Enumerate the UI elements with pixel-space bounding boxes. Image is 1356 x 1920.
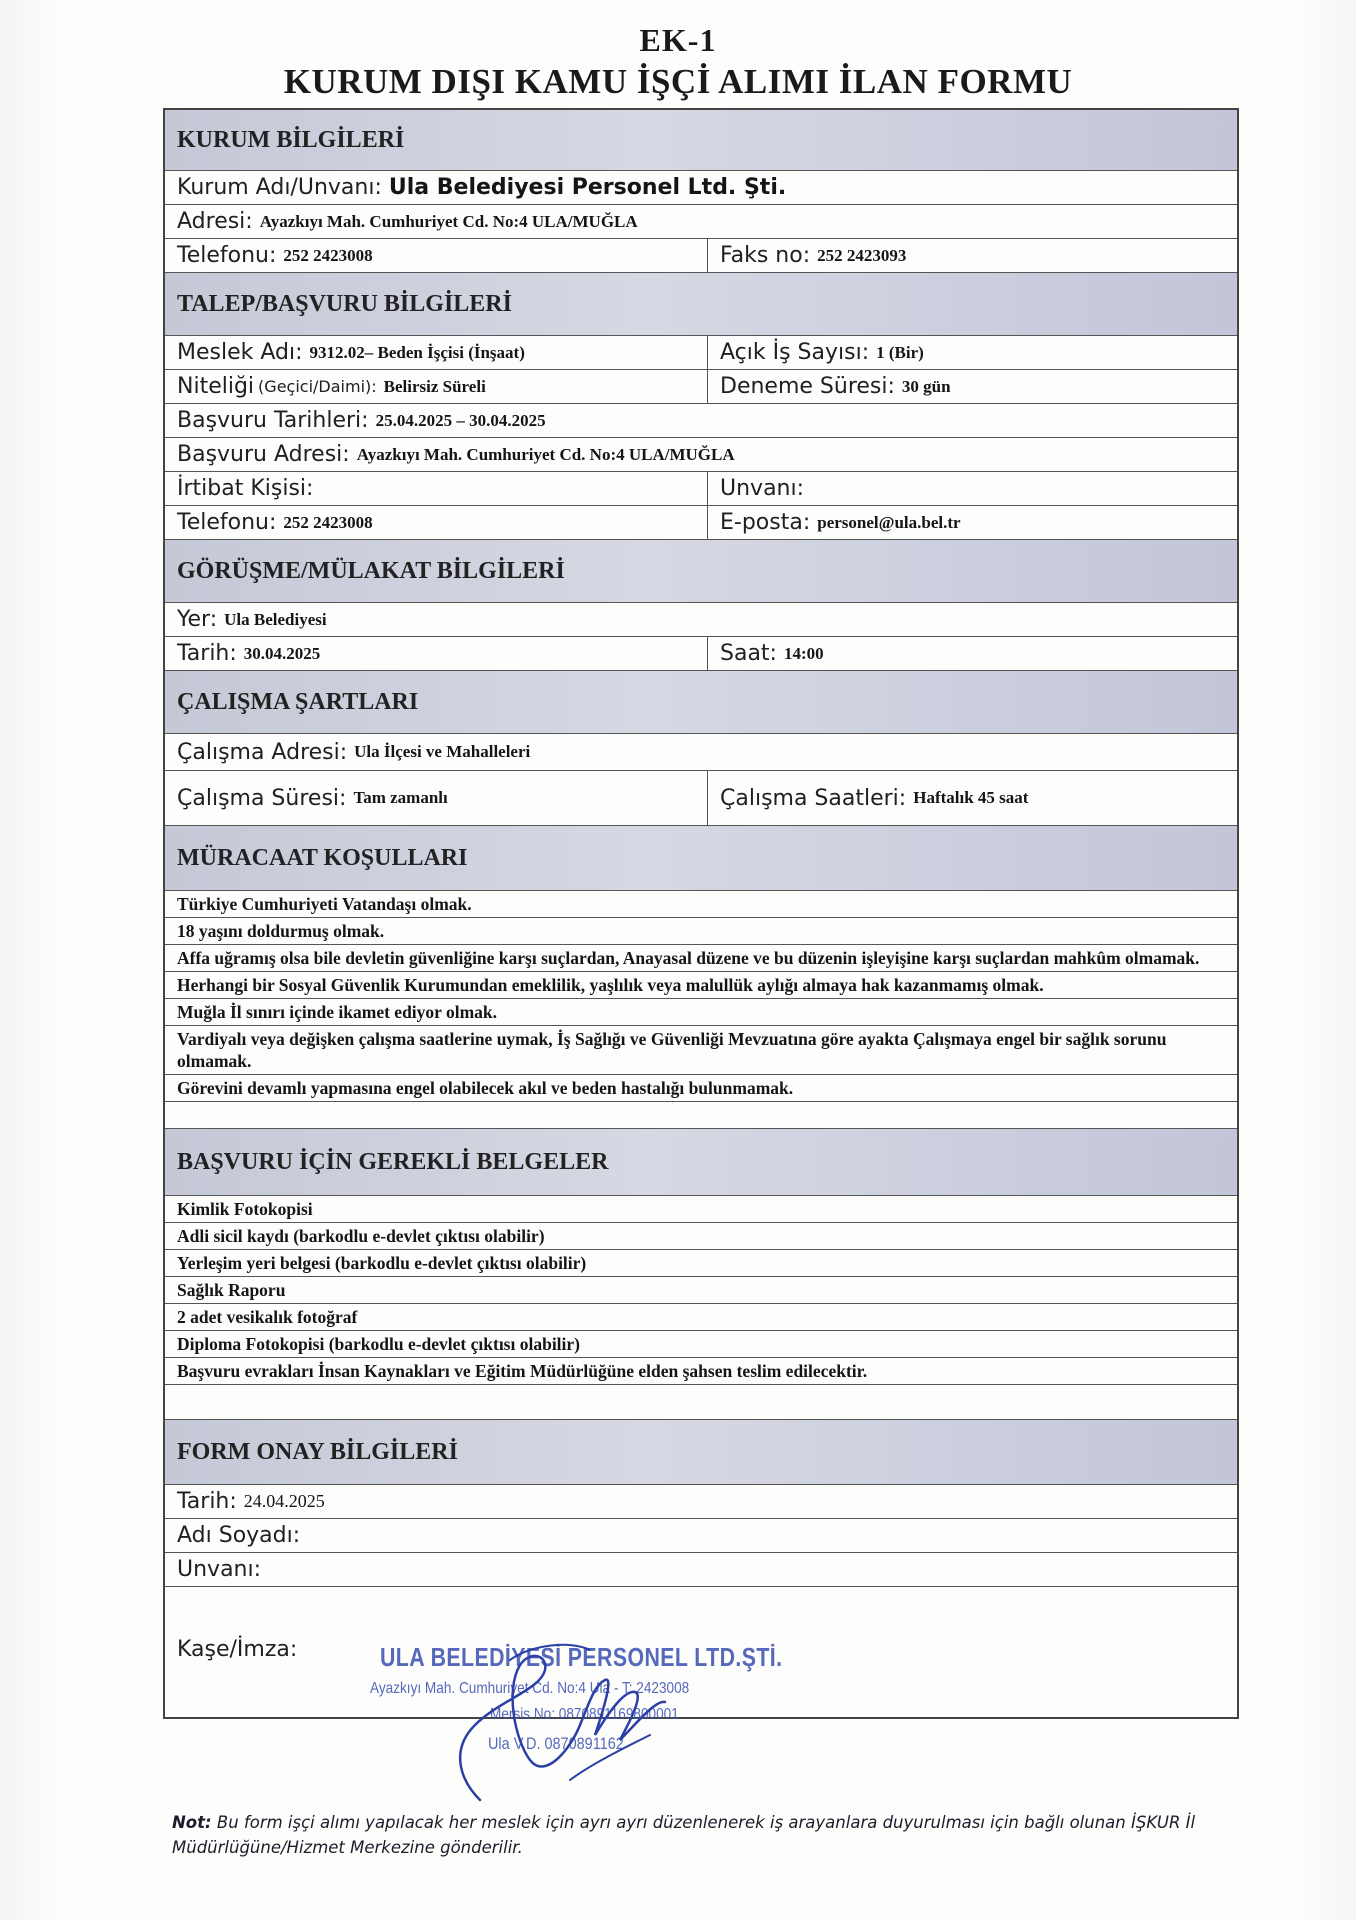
section-calisma-heading: ÇALIŞMA ŞARTLARI <box>165 670 1237 733</box>
note-label: Not: <box>172 1813 212 1832</box>
announcement-form <box>163 108 1239 1719</box>
list-item: Muğla İl sınırı içinde ikamet ediyor olmak. <box>165 998 1237 1025</box>
stamp-address: Ayazkıyı Mah. Cumhuriyet Cd. No:4 Ula - T: 2423008 <box>370 1680 690 1697</box>
gorusme-yer-row <box>165 602 1237 636</box>
stamp-mersis: Mersis No: 0870891169800001 <box>490 1706 679 1723</box>
deneme-label: Deneme Süresi: <box>720 374 895 399</box>
calisma-adres-value: Ula İlçesi ve Mahalleleri <box>354 742 531 761</box>
eposta-value: personel@ula.bel.tr <box>817 512 961 532</box>
section-muracaat-heading: MÜRACAAT KOŞULLARI <box>165 825 1237 890</box>
list-item: 18 yaşını doldurmuş olmak. <box>165 917 1237 944</box>
gorusme-zaman-row <box>165 636 1237 670</box>
kurum-adres-label: Adresi: <box>177 209 253 234</box>
deneme-value: 30 gün <box>901 376 951 396</box>
talep-tarih-row <box>165 403 1237 437</box>
stamp-company-name: ULA BELEDİYESİ PERSONEL LTD.ŞTİ. <box>380 1642 783 1672</box>
kurum-telefon-value: 252 2423008 <box>283 245 373 265</box>
basvuru-tarih-label: Başvuru Tarihleri: <box>177 408 369 433</box>
footer-note <box>172 1810 1232 1860</box>
kurum-ad-row <box>165 170 1237 204</box>
belgeler-list <box>165 1195 1237 1419</box>
annex-number: EK-1 <box>639 22 717 58</box>
basvuru-tarih-value: 25.04.2025 – 30.04.2025 <box>375 410 546 430</box>
calisma-sure-label: Çalışma Süresi: <box>177 785 347 811</box>
talep-iletisim-row <box>165 505 1237 539</box>
calisma-saat-value: Haftalık 45 saat <box>913 788 1029 807</box>
talep-telefon-value: 252 2423008 <box>283 512 373 532</box>
list-item: Başvuru evrakları İnsan Kaynakları ve Eğitim Müdürlüğüne elden şahsen teslim edilecektir. <box>165 1357 1237 1384</box>
basvuru-adres-label: Başvuru Adresi: <box>177 442 350 467</box>
meslek-label: Meslek Adı: <box>177 340 303 365</box>
onay-tarih-value: 24.04.2025 <box>243 1491 325 1511</box>
nitelik-hint: (Geçici/Daimi): <box>258 377 377 396</box>
stamp-tax-office: Ula V.D. 0870891162 <box>488 1734 624 1753</box>
onay-unvan-label: Unvanı: <box>177 1557 262 1582</box>
gorusme-saat-label: Saat: <box>720 641 777 666</box>
eposta-label: E-posta: <box>720 510 811 535</box>
list-item: Herhangi bir Sosyal Güvenlik Kurumundan emeklilik, yaşlılık veya malullük aylığı almaya hak kazanmamış olmak. <box>165 971 1237 998</box>
list-item: Kimlik Fotokopisi <box>165 1195 1237 1222</box>
kurum-telefon-label: Telefonu: <box>177 243 277 268</box>
calisma-adres-row <box>165 733 1237 770</box>
calisma-adres-label: Çalışma Adresi: <box>177 739 348 765</box>
gorusme-tarih-value: 30.04.2025 <box>243 643 321 663</box>
handwritten-signature-icon <box>420 1630 720 1810</box>
list-item: Türkiye Cumhuriyeti Vatandaşı olmak. <box>165 890 1237 917</box>
onay-tarih-label: Tarih: <box>177 1489 237 1514</box>
note-text: Bu form işçi alımı yapılacak her meslek için ayrı ayrı düzenlenerek iş arayanlara duyurulması için bağlı olunan İŞKUR İl Müdürlüğüne/Hizmet Merkezine gönderilir. <box>172 1813 1196 1857</box>
kurum-ad-label: Kurum Adı/Unvanı: <box>177 175 382 200</box>
list-item: Görevini devamlı yapmasına engel olabilecek akıl ve beden hastalığı bulunmamak. <box>165 1074 1237 1101</box>
nitelik-label: Niteliği <box>177 374 255 399</box>
kurum-iletisim-row <box>165 238 1237 272</box>
section-talep-heading: TALEP/BAŞVURU BİLGİLERİ <box>165 272 1237 335</box>
calisma-sure-row <box>165 770 1237 825</box>
talep-irtibat-row <box>165 471 1237 505</box>
gorusme-saat-value: 14:00 <box>783 643 824 663</box>
kurum-faks-value: 252 2423093 <box>817 245 907 265</box>
list-item: Sağlık Raporu <box>165 1276 1237 1303</box>
list-empty-row <box>165 1101 1237 1128</box>
kurum-faks-label: Faks no: <box>720 243 811 268</box>
nitelik-value: Belirsiz Süreli <box>383 376 486 396</box>
calisma-saat-label: Çalışma Saatleri: <box>720 785 907 811</box>
talep-telefon-label: Telefonu: <box>177 510 277 535</box>
calisma-sure-value: Tam zamanlı <box>353 788 448 807</box>
list-item: Vardiyalı veya değişken çalışma saatlerine uymak, İş Sağlığı ve Güvenliği Mevzuatına göre ayakta Çalışmaya engel bir sağlık sorunu olmamak. <box>165 1025 1237 1074</box>
section-belgeler-heading: BAŞVURU İÇİN GEREKLİ BELGELER <box>165 1128 1237 1195</box>
list-empty-row <box>165 1384 1237 1419</box>
gorusme-tarih-label: Tarih: <box>177 641 237 666</box>
basvuru-adres-value: Ayazkıyı Mah. Cumhuriyet Cd. No:4 ULA/MUĞLA <box>356 444 735 464</box>
kurum-adres-row <box>165 204 1237 238</box>
section-gorusme-heading: GÖRÜŞME/MÜLAKAT BİLGİLERİ <box>165 539 1237 602</box>
irtibat-unvan-label: Unvanı: <box>720 476 805 501</box>
section-kurum-heading: KURUM BİLGİLERİ <box>165 110 1237 170</box>
form-title: KURUM DIŞI KAMU İŞÇİ ALIMI İLAN FORMU <box>283 62 1073 101</box>
list-item: Adli sicil kaydı (barkodlu e-devlet çıktısı olabilir) <box>165 1222 1237 1249</box>
list-item: 2 adet vesikalık fotoğraf <box>165 1303 1237 1330</box>
talep-nitelik-row <box>165 369 1237 403</box>
list-item: Yerleşim yeri belgesi (barkodlu e-devlet çıktısı olabilir) <box>165 1249 1237 1276</box>
irtibat-label: İrtibat Kişisi: <box>177 476 314 501</box>
kurum-adres-value: Ayazkıyı Mah. Cumhuriyet Cd. No:4 ULA/MUĞLA <box>259 211 638 231</box>
list-item: Affa uğramış olsa bile devletin güvenliğine karşı suçlardan, Anayasal düzene ve bu düzenin işleyişine karşı suçlardan mahkûm olmamak. <box>165 944 1237 971</box>
muracaat-list <box>165 890 1237 1128</box>
list-item: Diploma Fotokopisi (barkodlu e-devlet çıktısı olabilir) <box>165 1330 1237 1357</box>
onay-adsoyad-label: Adı Soyadı: <box>177 1523 301 1548</box>
gorusme-yer-value: Ula Belediyesi <box>224 609 327 629</box>
talep-meslek-row <box>165 335 1237 369</box>
acik-is-label: Açık İş Sayısı: <box>720 340 870 365</box>
acik-is-value: 1 (Bir) <box>876 342 924 362</box>
meslek-value: 9312.02– Beden İşçisi (İnşaat) <box>309 342 525 362</box>
onay-unvan-row <box>165 1552 1237 1586</box>
section-onay-heading: FORM ONAY BİLGİLERİ <box>165 1419 1237 1484</box>
onay-adsoyad-row <box>165 1518 1237 1552</box>
kurum-ad-value: Ula Belediyesi Personel Ltd. Şti. <box>388 175 787 200</box>
onay-kase-label: Kaşe/İmza: <box>177 1637 298 1662</box>
onay-tarih-row <box>165 1484 1237 1518</box>
gorusme-yer-label: Yer: <box>177 607 218 632</box>
talep-adres-row <box>165 437 1237 471</box>
